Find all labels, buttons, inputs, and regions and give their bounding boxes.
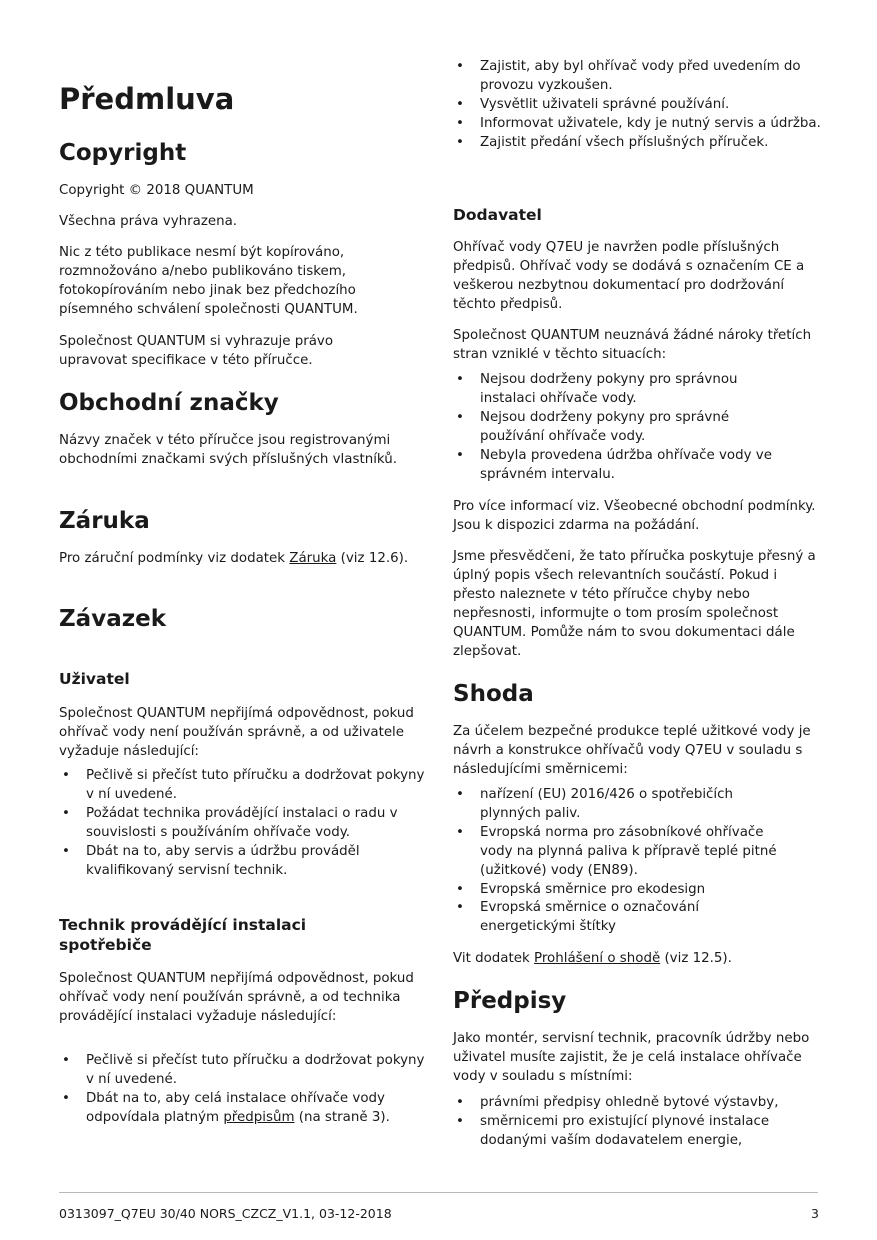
reference-text-end: (viz 12.5).: [660, 951, 732, 966]
footer-doc-id: 0313097_Q7EU 30/40 NORS_CZCZ_V1.1, 03-12-2018: [59, 1206, 392, 1221]
warranty-text-end: (viz 12.6).: [336, 551, 409, 566]
installer-requirements-continued: [453, 58, 823, 153]
installer-intro: Společnost QUANTUM nepřijímá odpovědnost, pokud ohřívač vody není používán správně, a od technika provádějící instalaci vyžaduje následující:: [59, 971, 414, 1024]
list-item: • Zajistit předání všech příslušných příruček.: [453, 134, 823, 153]
feedback-text: Jsme přesvědčeni, že tato příručka poskytuje přesný a úplný popis všech relevantních součástí. Pokud i přesto naleznete v této příručce chyby nebo nepřesnosti, informujte o tom prosím společnost QUANTUM. Pomůže nám to svou dokumentaci dále zlepšovat.: [453, 549, 816, 659]
warranty-heading: Záruka: [59, 508, 150, 534]
list-item: • právními předpisy ohledně bytové výstavby,: [453, 1094, 823, 1113]
list-item: • Evropská směrnice o označování energetickými štítky: [453, 899, 798, 937]
specification-rights-text: Společnost QUANTUM si vyhrazuje právo upravovat specifikace v této příručce.: [59, 334, 334, 368]
list-item: • Informovat uživatele, kdy je nutný servis a údržba.: [453, 115, 823, 134]
warranty-text-start: Pro záruční podmínky viz dodatek: [59, 551, 290, 566]
warranty-link[interactable]: Záruka: [289, 551, 337, 566]
page-number: 3: [811, 1206, 819, 1221]
installer-heading: Technik provádějící instalaci spotřebiče: [59, 916, 307, 954]
regulations-link[interactable]: předpisům: [223, 1109, 295, 1125]
trademarks-heading: Obchodní značky: [59, 390, 279, 416]
regulations-intro: Jako montér, servisní technik, pracovník údržby nebo uživatel musíte zajistit, že je celá instalace ohřívače vody v souladu s místními:: [453, 1031, 810, 1084]
list-item: • Požádat technika provádějící instalaci o radu v souvislosti s používáním ohřívače vody.: [59, 805, 427, 843]
footer-divider: [59, 1192, 818, 1193]
declaration-link[interactable]: Prohlášení o shodě: [534, 951, 661, 966]
list-item: • směrnicemi pro existující plynové instalace dodanými vaším dodavatelem energie,: [453, 1113, 823, 1151]
claims-situations-list: [453, 371, 793, 484]
conformity-heading: Shoda: [453, 681, 534, 707]
conformity-intro: Za účelem bezpečné produkce teplé užitkové vody je návrh a konstrukce ohřívačů vody Q7EU v souladu s následujícími směrnicemi:: [453, 724, 811, 777]
regulations-list: [453, 1094, 823, 1151]
list-item: • Zajistit, aby byl ohřívač vody před uvedením do provozu vyzkoušen.: [453, 58, 823, 96]
item-text-start: Dbát na to, aby celá instalace ohřívače vody odpovídala platným: [86, 1090, 385, 1125]
user-intro: Společnost QUANTUM nepřijímá odpovědnost, pokud ohřívač vody není používán správně, a od uživatele vyžaduje následující:: [59, 706, 414, 759]
supplier-heading: Dodavatel: [453, 206, 542, 224]
installer-requirements-list: [59, 1052, 427, 1128]
copyright-heading: Copyright: [59, 140, 187, 166]
page-title: Předmluva: [59, 82, 235, 116]
list-item: • Evropská norma pro zásobníkové ohřívače vody na plynná paliva k přípravě teplé pitné (užitkové) vody (EN89).: [453, 824, 798, 881]
supplier-text: Ohřívač vody Q7EU je navržen podle příslušných předpisů. Ohřívač vody se dodává s označením CE a veškerou nezbytnou dokumentací pro dodržování těchto předpisů.: [453, 240, 805, 312]
list-item: • Vysvětlit uživateli správné používání.: [453, 96, 823, 115]
list-item: [59, 1090, 427, 1128]
list-item: • Dbát na to, aby servis a údržbu prováděl kvalifikovaný servisní technik.: [59, 843, 427, 881]
copy-restriction-text: Nic z této publikace nesmí být kopírováno, rozmnožováno a/nebo publikováno tiskem, fotokopírováním nebo jinak bez předchozího písemného schválení společnosti QUANTUM.: [59, 245, 358, 317]
list-item: • Nebyla provedena údržba ohřívače vody ve správném intervalu.: [453, 447, 793, 485]
list-item: • Nejsou dodrženy pokyny pro správné používání ohřívače vody.: [453, 409, 793, 447]
liability-heading: Závazek: [59, 606, 166, 632]
list-item: • Evropská směrnice pro ekodesign: [453, 881, 798, 900]
third-party-claims-text: Společnost QUANTUM neuznává žádné nároky třetích stran vzniklé v těchto situacích:: [453, 328, 812, 362]
warranty-text: [59, 550, 419, 569]
terms-text: Pro více informací viz. Všeobecné obchodní podmínky. Jsou k dispozici zdarma na požádání.: [453, 499, 816, 533]
user-requirements-list: [59, 767, 427, 880]
copyright-line: Copyright © 2018 QUANTUM: [59, 183, 254, 198]
regulations-heading: Předpisy: [453, 988, 567, 1014]
reference-text-start: Vit dodatek: [453, 951, 534, 966]
trademarks-text: Názvy značek v této příručce jsou registrovanými obchodními značkami svých příslušných vlastníků.: [59, 433, 397, 467]
conformity-reference: [453, 950, 823, 969]
list-item: • Pečlivě si přečíst tuto příručku a dodržovat pokyny v ní uvedené.: [59, 1052, 427, 1090]
item-text-end: (na straně 3).: [294, 1109, 390, 1125]
list-item: • Nejsou dodrženy pokyny pro správnou instalaci ohřívače vody.: [453, 371, 793, 409]
rights-reserved: Všechna práva vyhrazena.: [59, 214, 238, 229]
user-heading: Uživatel: [59, 670, 130, 688]
list-item: • Pečlivě si přečíst tuto příručku a dodržovat pokyny v ní uvedené.: [59, 767, 427, 805]
directives-list: [453, 786, 798, 937]
list-item: • nařízení (EU) 2016/426 o spotřebičích plynných paliv.: [453, 786, 798, 824]
